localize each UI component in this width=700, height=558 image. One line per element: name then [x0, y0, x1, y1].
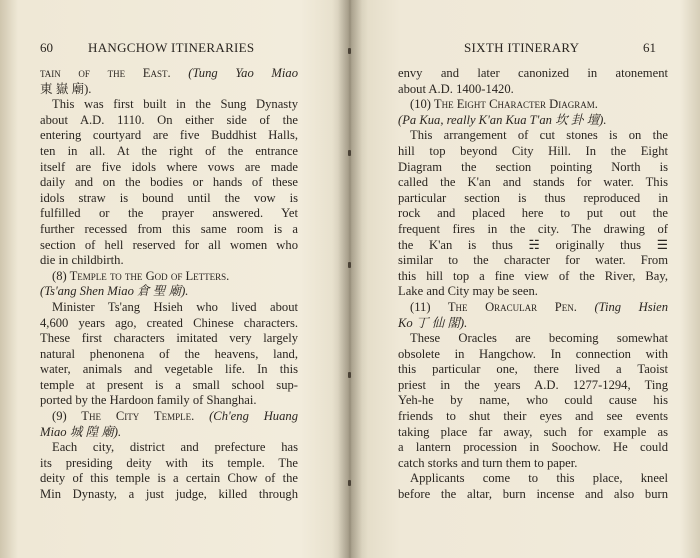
text-line: Min Dynasty, a just judge, killed through: [40, 487, 298, 502]
text-line: before the altar, burn incense and also burn: [398, 487, 668, 502]
text-line: Yeh-he by name, who could cause his: [398, 393, 668, 408]
text-line: This was first built in the Sung Dynasty: [52, 97, 298, 112]
text-line: daily and on the bodies or hands of these: [40, 175, 298, 190]
text-line: the K'an is thus ☵ originally thus ☰: [398, 237, 668, 252]
text-line: ported by the Hardoon family of Shanghai.: [40, 393, 257, 408]
text-line: hill top beyond City Hill. In the Eight: [398, 143, 668, 158]
text-line: 東 嶽 廟).: [40, 81, 92, 96]
text-line: envy and later canonized in atonement: [398, 66, 668, 80]
text-line: Minister Ts'ang Hsieh who lived about: [52, 299, 298, 314]
page-body: [398, 66, 668, 503]
text-line: friends to shut their eyes and see events: [398, 409, 668, 424]
section-heading: (9) The City Temple. (Ch'eng Huang: [52, 409, 298, 424]
running-head: HANGCHOW ITINERARIES: [88, 40, 255, 55]
text-line: natural phenonena of the heavens, land,: [40, 346, 298, 361]
section-heading: (8) Temple to the God of Letters.: [52, 268, 230, 283]
text-line: idols straw is bound until the vow is: [40, 190, 298, 205]
text-line: about A.D. 1400-1420.: [398, 81, 514, 96]
text-line: frequent fires in the city. The drawing of: [398, 221, 668, 236]
text-line: Ko 丁 仙 閣).: [398, 315, 468, 330]
text-line: its presiding deity with its temple. The: [40, 455, 298, 470]
text-line: tain of the East. (Tung Yao Miao: [40, 66, 299, 80]
text-line: this hill top a fine view of the River, Bay,: [398, 268, 668, 283]
text-line: further recessed from this same room is a: [40, 221, 298, 236]
text-line: Lake and City may be seen.: [398, 284, 538, 299]
text-line: temple at present is a small school sup-: [40, 377, 298, 392]
text-line: taking place far away, such for example as: [398, 424, 668, 439]
page-number: 61: [643, 40, 656, 55]
section-heading: (10) The Eight Character Diagram.: [410, 97, 598, 112]
running-head: SIXTH ITINERARY: [464, 40, 580, 55]
text-line: deity of this temple is a certain Chow of the: [40, 471, 298, 486]
right-page: [350, 0, 700, 558]
text-line: Applicants come to this place, kneel: [410, 471, 668, 486]
text-line: (Pa Kua, really K'an Kua T'an 坎 卦 壇).: [398, 112, 607, 127]
text-line: this particular one, there lived a Taoist: [398, 362, 668, 377]
section-heading: (11) The Oracular Pen. (Ting Hsien: [410, 299, 668, 314]
text-line: ten in all. At the right of the entrance: [40, 143, 298, 158]
text-line: entering courtyard are five Buddhist Halls,: [40, 128, 298, 143]
text-line: itself are five idols where vows are made: [40, 159, 298, 174]
text-line: These first characters imitated very largely: [40, 331, 298, 346]
text-line: Each city, district and prefecture has: [52, 440, 298, 455]
text-line: rock and placed here to put out the: [398, 206, 668, 221]
text-line: catch storks and turn them to paper.: [398, 455, 578, 470]
text-line: These Oracles are becoming somewhat: [410, 331, 668, 346]
text-line: particular section is thus reproduced in: [398, 190, 668, 205]
text-line: Miao 城 隍 廟).: [40, 424, 122, 439]
text-line: called the K'an and stands for water. This: [398, 175, 668, 190]
text-line: about A.D. 1110. On either side of the: [40, 112, 298, 127]
text-line: similar to the character for water. From: [398, 253, 668, 268]
page-number: 60: [40, 40, 53, 55]
text-line: fulfilled or the prayer answered. Yet: [40, 206, 298, 221]
text-line: water, animals and vegetable life. In this: [40, 362, 298, 377]
page-body: [40, 66, 298, 503]
text-line: priest in the years A.D. 1277-1294, Ting: [398, 377, 668, 392]
text-line: obsolete in Hangchow. In connection with: [398, 346, 668, 361]
text-line: die in childbirth.: [40, 253, 124, 268]
text-line: Diagram the section pointing North is: [398, 159, 668, 174]
text-line: section of hell reserved for all women who: [40, 237, 298, 252]
text-line: a lantern procession in Soochow. He could: [398, 440, 668, 455]
text-line: 4,600 years ago, created Chinese characters.: [40, 315, 298, 330]
text-line: This arrangement of cut stones is on the: [410, 128, 668, 143]
text-line: (Ts'ang Shen Miao 倉 聖 廟).: [40, 284, 189, 299]
